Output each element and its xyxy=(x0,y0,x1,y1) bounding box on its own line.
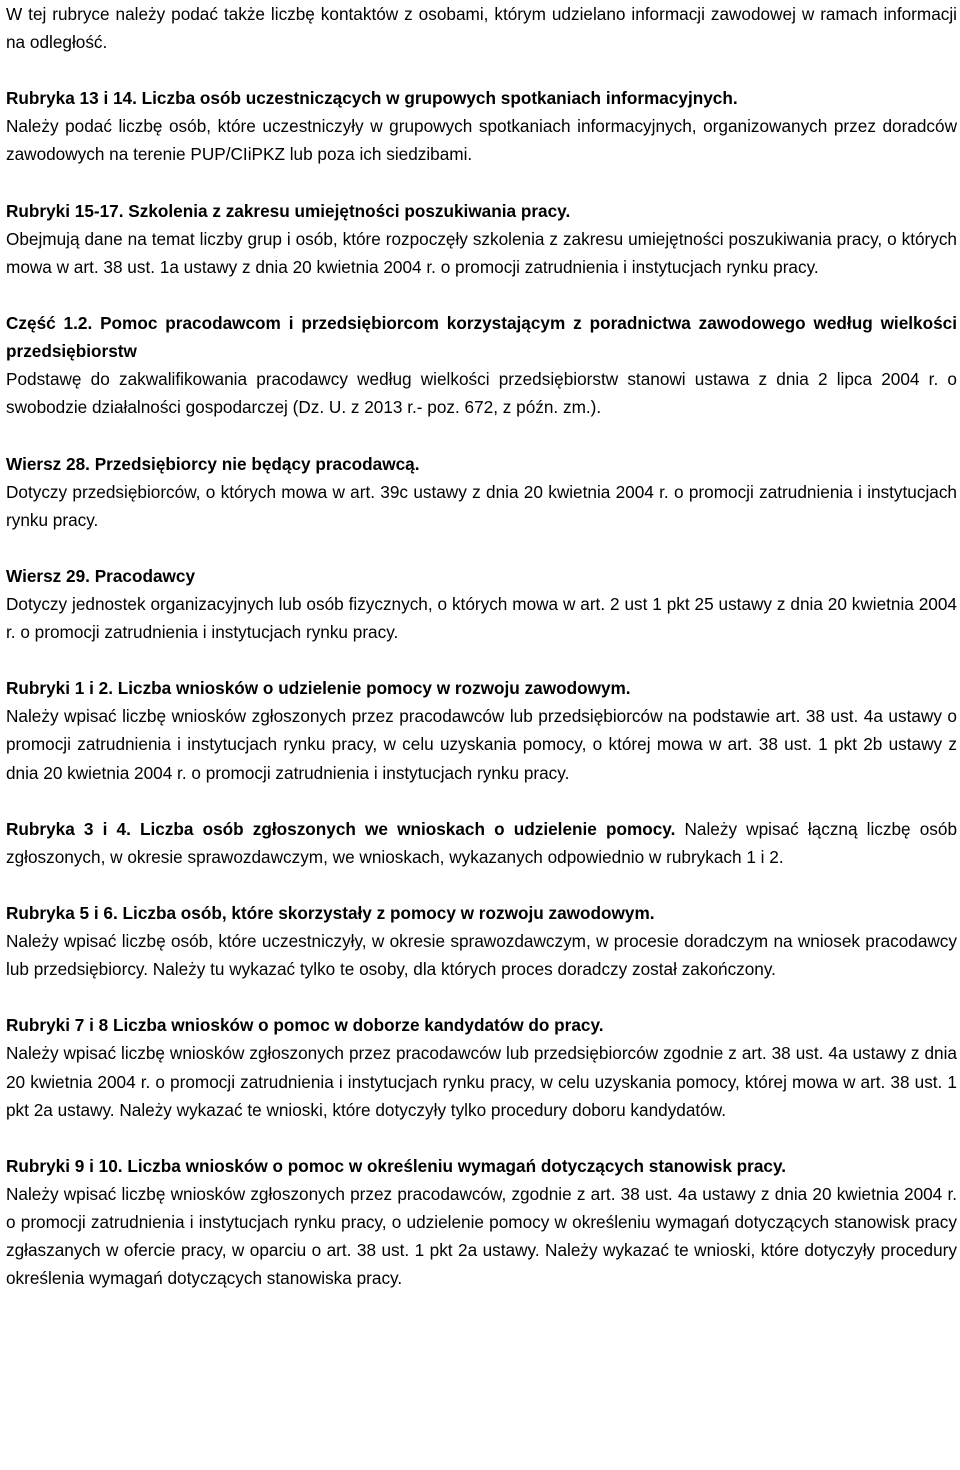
section-rubryki-7-8 xyxy=(6,1011,957,1123)
section-rubryki-1-2 xyxy=(6,674,957,786)
section-body: Należy wpisać liczbę osób, które uczestniczyły, w okresie sprawozdawczym, w procesie doradczym na wniosek pracodawcy lub przedsiębiorcy. Należy tu wykazać tylko te osoby, dla których proces doradczy został zakończony. xyxy=(6,931,957,980)
section-rubryka-3-4 xyxy=(6,815,957,871)
section-body: Dotyczy przedsiębiorców, o których mowa w art. 39c ustawy z dnia 20 kwietnia 2004 r. o promocji zatrudnienia i instytucjach rynku pracy. xyxy=(6,481,957,530)
section-heading: Rubryki 1 i 2. Liczba wniosków o udzielenie pomocy w rozwoju zawodowym. xyxy=(6,678,631,699)
section-heading: Rubryka 13 i 14. Liczba osób uczestniczących w grupowych spotkaniach informacyjnych. xyxy=(6,88,738,109)
section-heading: Rubryki 15-17. Szkolenia z zakresu umiejętności poszukiwania pracy. xyxy=(6,200,571,221)
section-heading: Część 1.2. Pomoc pracodawcom i przedsiębiorcom korzystającym z poradnictwa zawodowego według wielkości przedsiębiorstw xyxy=(6,313,957,362)
section-wiersz-28 xyxy=(6,450,957,534)
section-rubryki-9-10 xyxy=(6,1152,957,1292)
section-body: Należy wpisać liczbę wniosków zgłoszonych przez pracodawców lub przedsiębiorców zgodnie z art. 38 ust. 4a ustawy z dnia 20 kwietnia 2004 r. o promocji zatrudnienia i instytucjach rynku pracy, w celu uzyskania pomocy, której mowa w art. 38 ust. 1 pkt 2a ustawy. Należy wykazać te wnioski, które dotyczyły tylko procedury doboru kandydatów. xyxy=(6,1043,957,1120)
paragraph-body: W tej rubryce należy podać także liczbę kontaktów z osobami, którym udzielano informacji zawodowej w ramach informacji na odległość. xyxy=(6,4,957,53)
section-heading: Wiersz 29. Pracodawcy xyxy=(6,565,196,586)
section-body: Dotyczy jednostek organizacyjnych lub osób fizycznych, o których mowa w art. 2 ust 1 pkt 25 ustawy z dnia 20 kwietnia 2004 r. o promocji zatrudnienia i instytucjach rynku pracy. xyxy=(6,593,957,643)
paragraph-remote-info xyxy=(6,0,957,56)
section-heading: Rubryki 9 i 10. Liczba wniosków o pomoc w określeniu wymagań dotyczących stanowisk pracy. xyxy=(6,1155,787,1176)
section-body: Należy wpisać łączną liczbę osób zgłoszonych, w okresie sprawozdawczym, we wnioskach, wykazanych odpowiednio w rubrykach 1 i 2. xyxy=(6,818,958,867)
section-body: Należy wpisać liczbę wniosków zgłoszonych przez pracodawców, zgodnie z art. 38 ust. 4a ustawy z dnia 20 kwietnia 2004 r. o promocji zatrudnienia i instytucjach rynku pracy, o udzielenie pomocy w określeniu wymagań dotyczących stanowisk pracy zgłaszanych w ofercie pracy, w oparciu o art. 38 ust. 1 pkt 2a ustawy. Należy wykazać te wnioski, które dotyczyły procedury określenia wymagań dotyczących stanowiska pracy. xyxy=(6,1183,957,1289)
section-rubryka-13-14 xyxy=(6,84,957,168)
section-wiersz-29 xyxy=(6,562,957,646)
section-rubryki-15-17 xyxy=(6,197,957,281)
section-body: Należy wpisać liczbę wniosków zgłoszonych przez pracodawców lub przedsiębiorców na podstawie art. 38 ust. 4a ustawy o promocji zatrudnienia i instytucjach rynku pracy, w celu uzyskania pomocy, o której mowa w art. 38 ust. 1 pkt 2b ustawy z dnia 20 kwietnia 2004 r. o promocji zatrudnienia i instytucjach rynku pracy. xyxy=(6,706,957,783)
section-heading: Rubryki 7 i 8 Liczba wniosków o pomoc w doborze kandydatów do pracy. xyxy=(6,1015,604,1036)
section-heading: Rubryka 5 i 6. Liczba osób, które skorzystały z pomocy w rozwoju zawodowym. xyxy=(6,903,655,923)
section-heading: Rubryka 3 i 4. Liczba osób zgłoszonych we wnioskach o udzielenie pomocy. xyxy=(6,818,676,839)
section-rubryka-5-6 xyxy=(6,899,957,983)
section-heading: Wiersz 28. Przedsiębiorcy nie będący pracodawcą. xyxy=(6,453,420,474)
section-body: Należy podać liczbę osób, które uczestniczyły w grupowych spotkaniach informacyjnych, organizowanych przez doradców zawodowych na terenie PUP/CIiPKZ lub poza ich siedzibami. xyxy=(6,116,957,165)
section-czesc-1-2 xyxy=(6,309,957,421)
section-body: Obejmują dane na temat liczby grup i osób, które rozpoczęły szkolenia z zakresu umiejętności poszukiwania pracy, o których mowa w art. 38 ust. 1a ustawy z dnia 20 kwietnia 2004 r. o promocji zatrudnienia i instytucjach rynku pracy. xyxy=(6,228,957,277)
section-body: Podstawę do zakwalifikowania pracodawcy według wielkości przedsiębiorstw stanowi ustawa z dnia 2 lipca 2004 r. o swobodzie działalności gospodarczej (Dz. U. z 2013 r.- poz. 672, z późn. zm.). xyxy=(6,369,957,418)
